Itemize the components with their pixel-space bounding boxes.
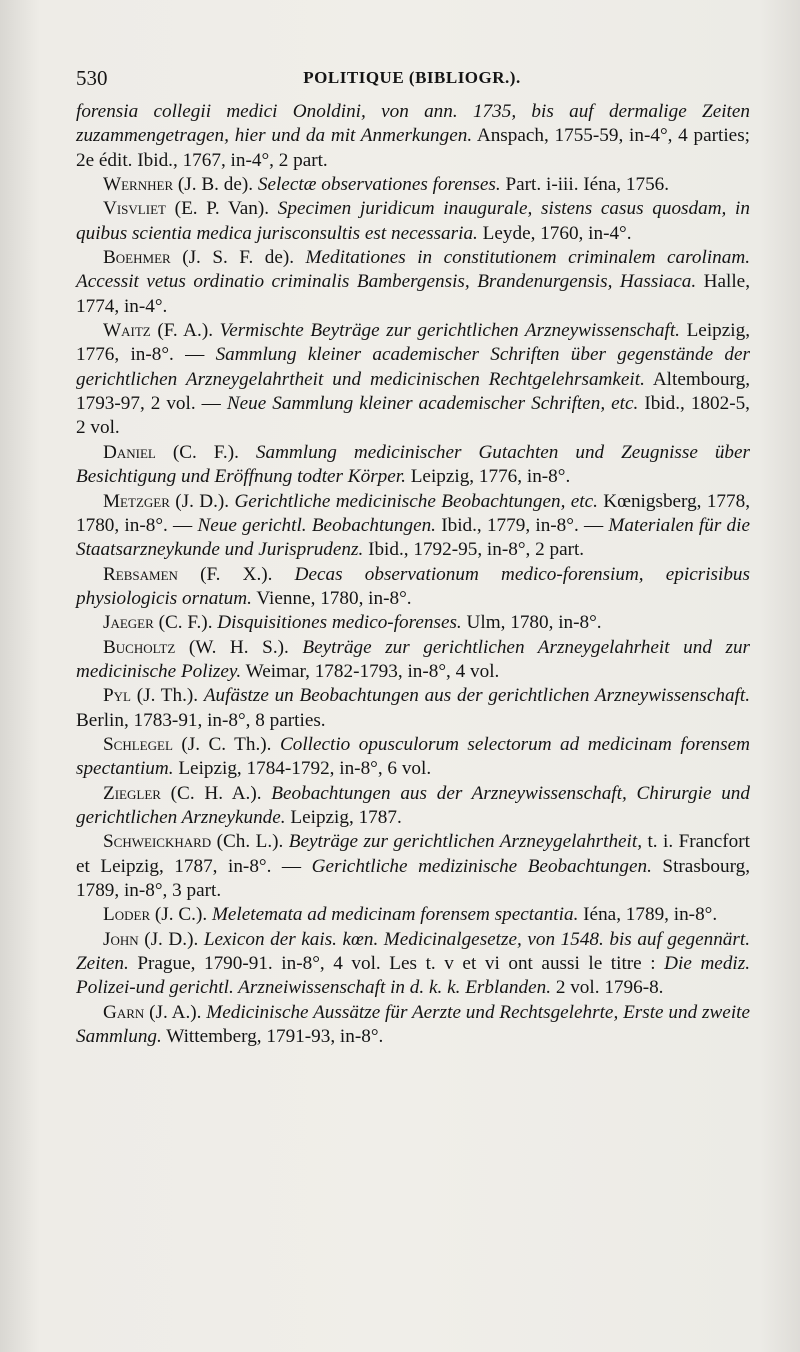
bibliography-entry [76,197,750,246]
entry-imprint: Vienne, 1780, in-8°. [251,587,412,609]
entry-imprint: Leyde, 1760, in-4°. [477,222,632,244]
entry-author: Schlegel [103,733,173,755]
entry-author: Garn [103,1001,145,1023]
bibliography-entry [76,173,750,197]
entry-imprint: Iéna, 1789, in-8°. [578,904,718,926]
bibliography-entry [76,903,750,927]
entry-author: Wernher [103,174,174,196]
entry-initials: (E. P. Van). [165,198,278,220]
entry-author: Pyl [103,685,132,707]
page-header [76,66,748,96]
entry-initials: (C. F.). [153,612,218,634]
entry-title: Beobachtungen aus der Arzneywissenschaft, Chirurgie und gerichtlichen Arzneykunde. [76,782,750,828]
bibliography-entry [76,928,750,1001]
bibliography-entry [76,100,750,173]
entry-initials: (J. B. de). [173,174,258,196]
entry-imprint: Anspach, 1755-59, in-4°, 4 parties; 2e édit. Ibid., 1767, in-4°, 2 part. [76,125,750,171]
entry-initials: (J. A.). [144,1001,207,1023]
entry-imprint: Ibid., 1779, in-8°. — [435,514,609,536]
entry-title: Aufästze un Beobachtungen aus der gerichtlichen Arzneywissenschaft. [203,685,750,707]
entry-title: Gerichtliche medicinische Beobachtungen, etc. [234,490,598,512]
entry-author: Visvliet [103,198,166,220]
bibliography-entry [76,782,750,831]
bibliography-body [76,100,750,1049]
entry-author: Waitz [103,320,151,342]
entry-title: Sammlung medicinischer Gutachten und Zeugnisse über Besichtigung und Eröffnung todter Körper. [76,441,750,488]
entry-initials: (W. H. S.). [175,636,303,658]
entry-author: Schweickhard [103,831,212,853]
entry-title: Neue Sammlung kleiner academischer Schriften, etc. [226,393,639,415]
entry-title: forensia collegii medici Onoldini, von ann. 1735, bis auf dermalige Zeiten zuzammengetragen, hier und da mit Anmerkungen. [76,101,750,147]
entry-title: Die mediz. Polizei-und gerichtl. Arzneiwissenschaft in d. k. k. Erblanden. [76,953,751,999]
entry-title: Beyträge zur gerichtlichen Arzneygelahrheit und zur medicinische Polizey. [76,636,751,682]
entry-title: Disquisitiones medico-forenses. [217,612,462,634]
entry-imprint: Leipzig, 1776, in-8°. [405,466,571,488]
entry-imprint: Halle, 1774, in-4°. [76,271,750,317]
entry-author: Boehmer [103,247,171,269]
entry-title: Collectio opusculorum selectorum ad medicinam forensem spectantium. [76,733,750,780]
entry-imprint: Leipzig, 1787. [285,806,402,828]
entry-initials: (J. Th.). [131,685,204,707]
entry-initials: (F. A.). [150,320,220,342]
entry-author: Jaeger [103,612,154,634]
page-number: 530 [76,66,108,90]
entry-author: Loder [103,904,151,926]
entry-title: Sammlung kleiner academischer Schriften über gegenstände der gerichtlichen Arzneygelahrtheit und medicinischen Rechtgelehrsamkeit. [76,344,750,390]
entry-imprint: Ibid., 1792-95, in-8°, 2 part. [363,539,585,561]
bibliography-entry [76,830,750,903]
entry-initials: (J. S. F. de). [170,247,306,269]
entry-imprint: Leipzig, 1776, in-8°. — [76,320,750,366]
entry-title: Selectæ observationes forenses. [257,174,501,196]
entry-imprint: 2 vol. 1796-8. [551,977,664,999]
entry-imprint: Part. i-iii. Iéna, 1756. [500,174,670,196]
entry-author: Ziegler [103,782,161,804]
entry-initials: (J. C.). [150,904,212,926]
entry-author: Metzger [103,490,170,512]
entry-imprint: Prague, 1790-91. in-8°, 4 vol. Les t. v et vi ont aussi le titre : [128,953,665,975]
entry-initials: (C. H. A.). [160,782,272,804]
entry-imprint: Wittemberg, 1791-93, in-8°. [161,1026,384,1048]
entry-title: Medicinische Aussätze für Aerzte und Rechtsgelehrte, Erste und zweite Sammlung. [76,1001,751,1048]
entry-title: Beyträge zur gerichtlichen Arzneygelahrtheit, [288,831,643,853]
bibliography-entry [76,563,750,612]
bibliography-entry [76,611,750,635]
entry-initials: (J. D.). [169,490,235,512]
entry-title: Meditationes in constitutionem criminalem carolinam. Accessit vetus ordinatio criminalis Bambergensis, Brandenurgensis, Hassiaca. [76,247,750,293]
bibliography-entry [76,490,750,563]
entry-title: Gerichtliche medizinische Beobachtungen. [311,855,652,877]
bibliography-entry [76,684,750,733]
bibliography-entry [76,319,750,441]
entry-initials: (J. C. Th.). [172,733,280,755]
bibliography-entry [76,733,750,782]
bibliography-entry [76,246,750,319]
entry-author: John [103,928,139,950]
entry-imprint: Weimar, 1782-1793, in-8°, 4 vol. [241,660,500,682]
entry-author: Bucholtz [103,636,176,658]
entry-imprint: Leipzig, 1784-1792, in-8°, 6 vol. [173,758,432,780]
entry-imprint: Ulm, 1780, in-8°. [461,612,602,634]
entry-title: Materialen für die Staatsarzneykunde und Jurisprudenz. [76,514,750,561]
entry-initials: (C. F.). [155,441,256,463]
entry-author: Daniel [103,441,156,463]
entry-title: Decas observationum medico-forensium, epicrisibus physiologicis ornatum. [76,563,750,609]
entry-imprint: t. i. Francfort et Leipzig, 1787, in-8°. — [76,831,750,877]
bibliography-entry [76,441,750,490]
running-head: POLITIQUE (BIBLIOGR.). [303,68,521,87]
entry-title: Specimen juridicum inaugurale, sistens casus quosdam, in quibus scientia medica jurisconsultis est necessaria. [76,198,750,244]
entry-initials: (Ch. L.). [211,831,289,853]
entry-imprint: Berlin, 1783-91, in-8°, 8 parties. [76,709,326,731]
entry-title: Lexicon der kais. kœn. Medicinalgesetze, von 1548. bis auf gegennärt. Zeiten. [76,928,750,975]
entry-initials: (J. D.). [138,928,204,950]
bibliography-entry [76,1001,750,1050]
entry-imprint: Kœnigsberg, 1778, 1780, in-8°. — [76,490,751,536]
entry-author: Rebsamen [103,563,178,585]
entry-imprint: Altembourg, 1793-97, 2 vol. — [76,368,750,415]
entry-title: Meletemata ad medicinam forensem spectantia. [211,904,579,926]
entry-imprint: Strasbourg, 1789, in-8°, 3 part. [76,855,750,901]
entry-title: Vermischte Beyträge zur gerichtlichen Arzneywissenschaft. [219,320,680,342]
entry-title: Neue gerichtl. Beobachtungen. [197,514,436,536]
bibliography-entry [76,636,750,685]
entry-imprint: Ibid., 1802-5, 2 vol. [76,393,750,439]
entry-initials: (F. X.). [177,563,295,585]
